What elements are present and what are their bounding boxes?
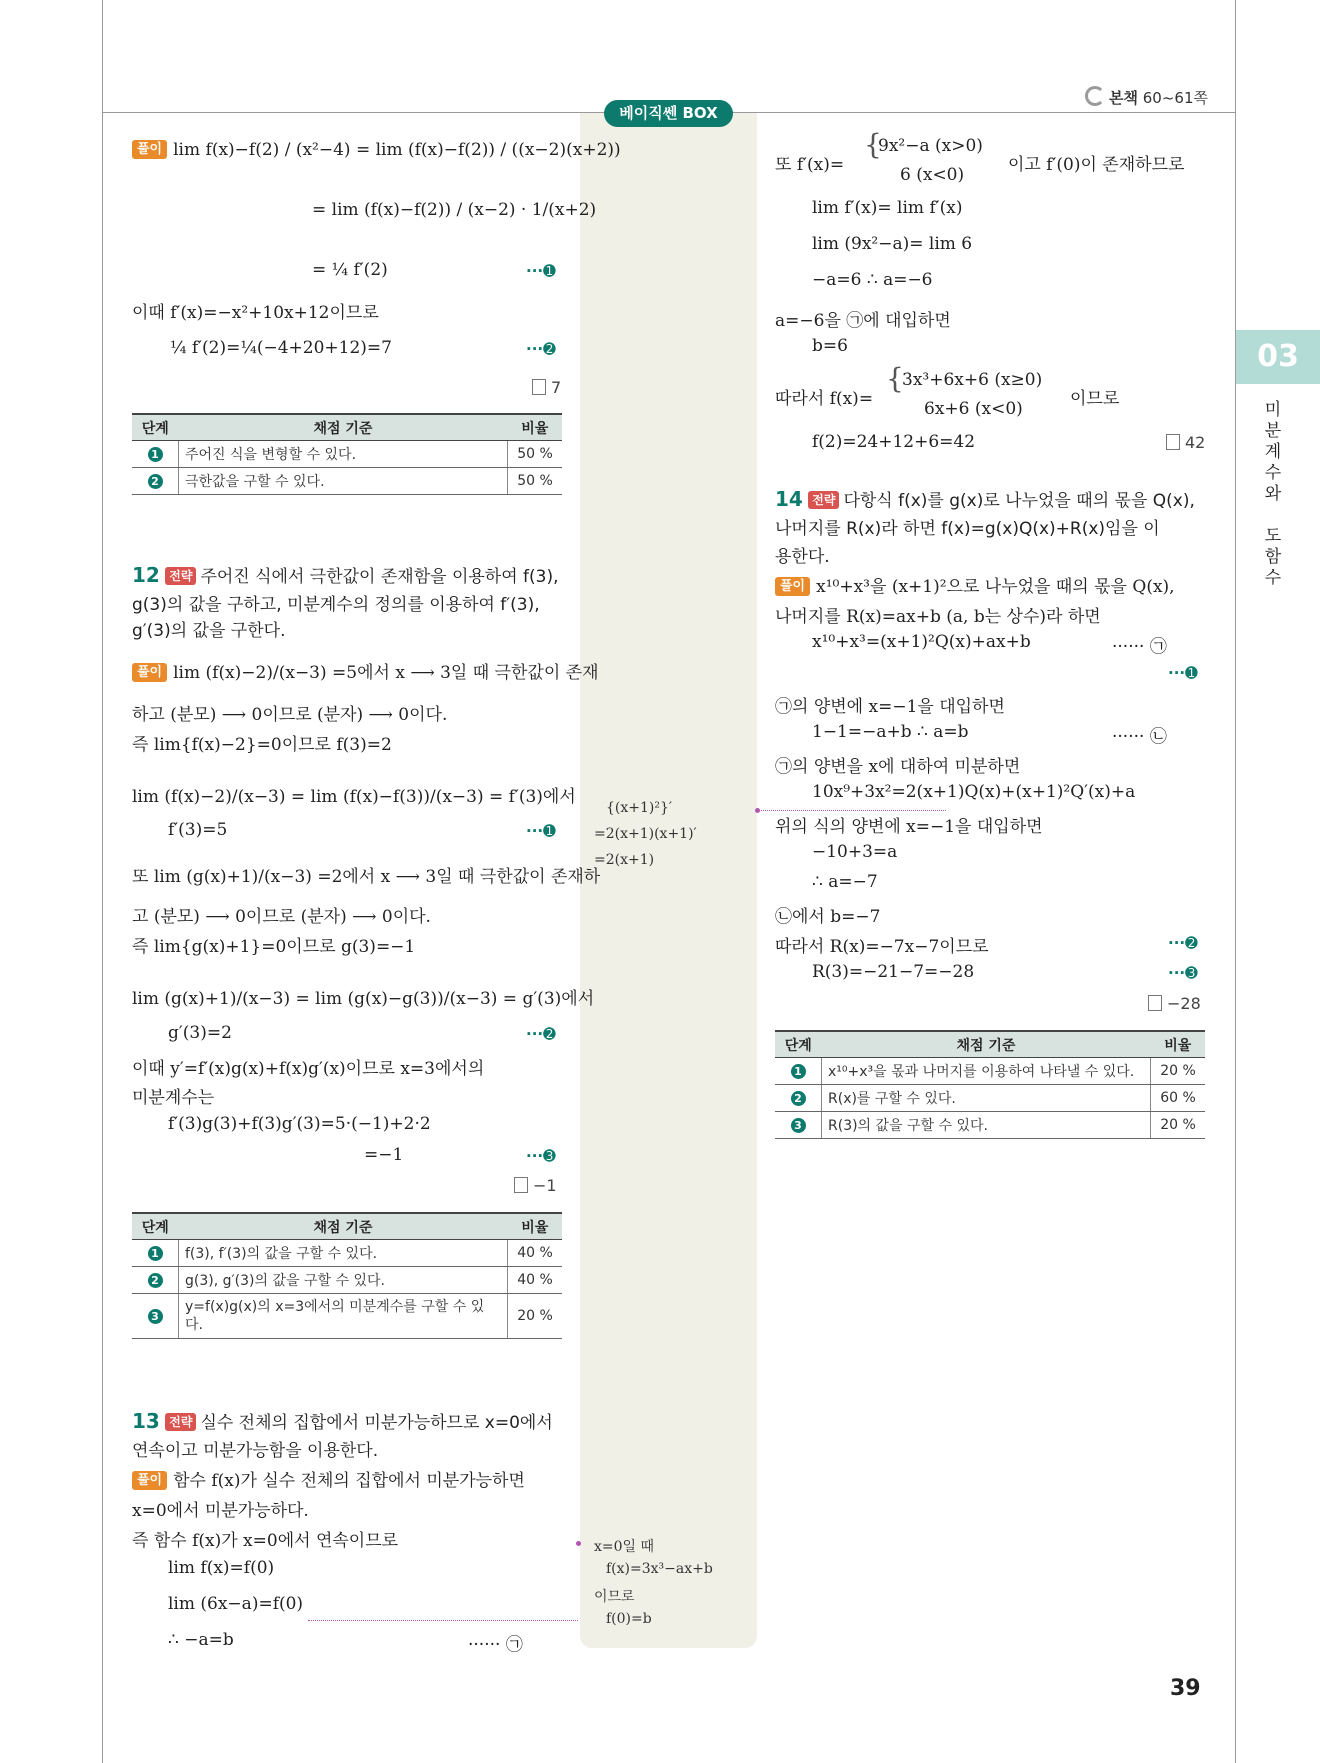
problem-14-strategy-line1: 14 전략 다항식 f(x)를 g(x)로 나누었을 때의 몫을 Q(x),	[775, 487, 1195, 511]
p14-line1: 풀이 x¹⁰+x³을 (x+1)²으로 나누었을 때의 몫을 Q(x),	[775, 572, 1175, 597]
p12-line6: 또 lim (g(x)+1)/(x−3) =2에서 x ⟶ 3일 때 극한값이 존재하	[132, 867, 601, 887]
p12-line10: g′(3)=2	[168, 1023, 232, 1043]
sol11-line5: ¼ f′(2)=¼(−4+20+12)=7	[170, 338, 392, 358]
problem-12-strategy-line3: g′(3)의 값을 구한다.	[132, 621, 286, 641]
table-row: 1 주어진 식을 변형할 수 있다. 50 %	[132, 441, 562, 468]
c13-line5: a=−6을 ㉠에 대입하면	[775, 311, 951, 331]
c13-line4: −a=6 ∴ a=−6	[812, 270, 933, 290]
c13-line7b: 3x³+6x+6 (x≥0)	[902, 370, 1043, 390]
problem-13-strategy-line2: 연속이고 미분가능함을 이용한다.	[132, 1441, 379, 1461]
basic-box-title: 베이직쎈 BOX	[604, 100, 733, 127]
p13-line3: 즉 함수 f(x)가 x=0에서 연속이므로	[132, 1531, 399, 1551]
p14-line7: 10x⁹+3x²=2(x+1)Q(x)+(x+1)²Q′(x)+a	[812, 782, 1136, 802]
p13-line2: x=0에서 미분가능하다.	[132, 1501, 309, 1521]
p14-line9: −10+3=a	[812, 842, 898, 862]
chapter-title: 미 분 계 수 와 도 함 수	[1264, 400, 1282, 588]
table-row: 2 g(3), g′(3)의 값을 구할 수 있다. 40 %	[132, 1267, 562, 1294]
p14-line5: 1−1=−a+b ∴ a=b	[812, 722, 969, 742]
p12-line3: 즉 lim{f(x)−2}=0이므로 f(3)=2	[132, 735, 392, 755]
step-marker-1: ···➊	[526, 822, 556, 840]
p14-line11: ㉡에서 b=−7	[775, 907, 881, 927]
scoring-table-14: 단계 채점 기준 비율 1 x¹⁰+x³을 몫과 나머지를 이용하여 나타낼 수 있다. 20 % 2 R(x)를 구할 수 있다. 60 % 3 R(3)의 값을 구할 수 있다. 20 %	[775, 1030, 1205, 1139]
step-marker-2: ···➋	[1168, 934, 1198, 952]
p14-line3: x¹⁰+x³=(x+1)²Q(x)+ax+b	[812, 632, 1031, 652]
c13-line7d: 이므로	[1070, 389, 1120, 409]
p13-equation-label: ······ ㉠	[468, 1635, 523, 1655]
problem-12-strategy-line2: g(3)의 값을 구하고, 미분계수의 정의를 이용하여 f′(3),	[132, 595, 540, 615]
connector-dot	[576, 1541, 581, 1546]
strategy-badge: 전략	[165, 567, 196, 585]
table-row: 3 R(3)의 값을 구할 수 있다. 20 %	[775, 1112, 1205, 1139]
problem-number-12: 12	[132, 563, 160, 587]
p12-line14: =−1	[364, 1145, 404, 1165]
p13-line1: 풀이 함수 f(x)가 실수 전체의 집합에서 미분가능하면	[132, 1466, 525, 1491]
p14-line10: ∴ a=−7	[812, 872, 878, 892]
reference-label: 본책	[1109, 89, 1138, 107]
answer-icon	[1148, 995, 1162, 1011]
p14-line2: 나머지를 R(x)=ax+b (a, b는 상수)라 하면	[775, 607, 1101, 627]
side-note-2d: f(0)=b	[606, 1611, 652, 1627]
c13-line1a: 또 f′(x)=	[775, 155, 845, 175]
side-note-1a: {(x+1)²}′	[606, 800, 673, 816]
p12-line12: 미분계수는	[132, 1088, 215, 1108]
p12-line2: 하고 (분모) ⟶ 0이므로 (분자) ⟶ 0이다.	[132, 705, 448, 725]
answer-14: −28	[1148, 994, 1201, 1013]
p13-line5: lim (6x−a)=f(0)	[168, 1594, 304, 1614]
table-row: 1 f(3), f′(3)의 값을 구할 수 있다. 40 %	[132, 1240, 562, 1267]
answer-icon	[1166, 434, 1180, 450]
answer-12: −1	[514, 1176, 557, 1195]
table-row: 2 R(x)를 구할 수 있다. 60 %	[775, 1085, 1205, 1112]
step-marker-3: ···➌	[1168, 964, 1198, 982]
p12-line1: 풀이 lim (f(x)−2)/(x−3) =5에서 x ⟶ 3일 때 극한값이 존재	[132, 658, 599, 683]
answer-icon	[514, 1177, 528, 1193]
problem-13-strategy-line1: 13 전략 실수 전체의 집합에서 미분가능하므로 x=0에서	[132, 1409, 553, 1433]
p12-line11: 이때 y′=f′(x)g(x)+f(x)g′(x)이므로 x=3에서의	[132, 1059, 485, 1079]
step-marker-1: ···➊	[526, 262, 556, 280]
c13-line1d: 이고 f′(0)이 존재하므로	[1008, 155, 1185, 175]
c13-line1b: 9x²−a (x>0)	[878, 136, 983, 156]
right-margin-line	[1235, 0, 1236, 1763]
table-row: 1 x¹⁰+x³을 몫과 나머지를 이용하여 나타낼 수 있다. 20 %	[775, 1058, 1205, 1085]
connector-line	[308, 1620, 578, 1621]
answer-icon	[532, 379, 546, 395]
answer-13: 42	[1166, 433, 1205, 452]
brace-1: {	[864, 128, 882, 161]
left-margin-line	[102, 0, 103, 1763]
side-note-1c: =2(x+1)	[594, 852, 655, 868]
table-row: 2 극한값을 구할 수 있다. 50 %	[132, 468, 562, 495]
problem-14-strategy-line2: 나머지를 R(x)라 하면 f(x)=g(x)Q(x)+R(x)임을 이	[775, 519, 1160, 539]
answer-11: 7	[532, 378, 561, 397]
p14-line4: ㉠의 양변에 x=−1을 대입하면	[775, 697, 1005, 717]
connector-line	[758, 810, 946, 811]
problem-12-strategy-line1: 12 전략 주어진 식에서 극한값이 존재함을 이용하여 f(3),	[132, 563, 559, 587]
chapter-tab: 03	[1236, 330, 1320, 384]
p12-line7: 고 (분모) ⟶ 0이므로 (분자) ⟶ 0이다.	[132, 907, 431, 927]
scoring-table-11: 단계 채점 기준 비율 1 주어진 식을 변형할 수 있다. 50 % 2 극한값을 구할 수 있다. 50 %	[132, 413, 562, 495]
c13-line8: f(2)=24+12+6=42	[812, 432, 976, 452]
step-marker-2: ···➋	[526, 1025, 556, 1043]
side-note-2c: 이므로	[594, 1589, 635, 1605]
basic-box-column	[580, 113, 757, 1648]
solution-badge: 풀이	[132, 663, 167, 682]
scoring-table-12: 단계 채점 기준 비율 1 f(3), f′(3)의 값을 구할 수 있다. 40 % 2 g(3), g′(3)의 값을 구할 수 있다. 40 % 3 y=f(x)g(x)의 x=3에서의 미분계수를 구할 수 있다. 20 %	[132, 1212, 562, 1339]
c13-line7c: 6x+6 (x<0)	[924, 399, 1023, 419]
p14-line6: ㉠의 양변을 x에 대하여 미분하면	[775, 757, 1021, 777]
step-marker-1: ···➊	[1168, 664, 1198, 682]
page-reference	[1085, 86, 1208, 108]
p14-line13: R(3)=−21−7=−28	[812, 962, 975, 982]
p14-line8: 위의 식의 양변에 x=−1을 대입하면	[775, 817, 1043, 837]
problem-number-13: 13	[132, 1409, 160, 1433]
step-marker-3: ···➌	[526, 1147, 556, 1165]
p14-equation-label-a: ······ ㉠	[1112, 637, 1167, 657]
sol11-line3: = ¼ f′(2)	[312, 260, 388, 280]
brace-2: {	[886, 362, 904, 395]
table-row: 3 y=f(x)g(x)의 x=3에서의 미분계수를 구할 수 있다. 20 %	[132, 1294, 562, 1339]
p13-line4: lim f(x)=f(0)	[168, 1558, 275, 1578]
c13-line3: lim (9x²−a)= lim 6	[812, 234, 973, 254]
sol11-line2: = lim (f(x)−f(2)) / (x−2) · 1/(x+2)	[312, 200, 597, 220]
p12-line8: 즉 lim{g(x)+1}=0이므로 g(3)=−1	[132, 937, 416, 957]
p14-line12: 따라서 R(x)=−7x−7이므로	[775, 937, 989, 957]
solution-badge: 풀이	[775, 577, 810, 596]
side-note-2a: x=0일 때	[594, 1539, 655, 1555]
problem-number-14: 14	[775, 487, 803, 511]
strategy-badge: 전략	[808, 491, 839, 509]
p12-line13: f′(3)g(3)+f(3)g′(3)=5·(−1)+2·2	[168, 1114, 431, 1134]
side-note-2b: f(x)=3x³−ax+b	[606, 1561, 713, 1577]
problem-14-strategy-line3: 용한다.	[775, 547, 830, 567]
c13-line1c: 6 (x<0)	[900, 165, 965, 185]
solution-badge: 풀이	[132, 140, 167, 159]
p13-line6: ∴ −a=b	[168, 1630, 234, 1650]
side-note-1b: =2(x+1)(x+1)′	[594, 826, 697, 842]
reference-pages: 60~61쪽	[1142, 89, 1208, 107]
p12-line9: lim (g(x)+1)/(x−3) = lim (g(x)−g(3))/(x−3) = g′(3)에서	[132, 989, 595, 1009]
reference-icon	[1085, 86, 1105, 106]
p12-line4: lim (f(x)−2)/(x−3) = lim (f(x)−f(3))/(x−3) = f′(3)에서	[132, 787, 576, 807]
sol11-line4: 이때 f′(x)=−x²+10x+12이므로	[132, 303, 379, 323]
solution-badge: 풀이	[132, 1471, 167, 1490]
p14-equation-label-b: ······ ㉡	[1112, 727, 1167, 747]
c13-line7a: 따라서 f(x)=	[775, 389, 874, 409]
sol11-line1: 풀이 lim f(x)−f(2) / (x²−4) = lim (f(x)−f(2)) / ((x−2)(x+2))	[132, 140, 621, 160]
p12-line5: f′(3)=5	[168, 820, 228, 840]
strategy-badge: 전략	[165, 1413, 196, 1431]
step-marker-2: ···➋	[526, 340, 556, 358]
c13-line6: b=6	[812, 336, 848, 356]
c13-line2: lim f′(x)= lim f′(x)	[812, 198, 963, 218]
page-number: 39	[1170, 1676, 1201, 1701]
